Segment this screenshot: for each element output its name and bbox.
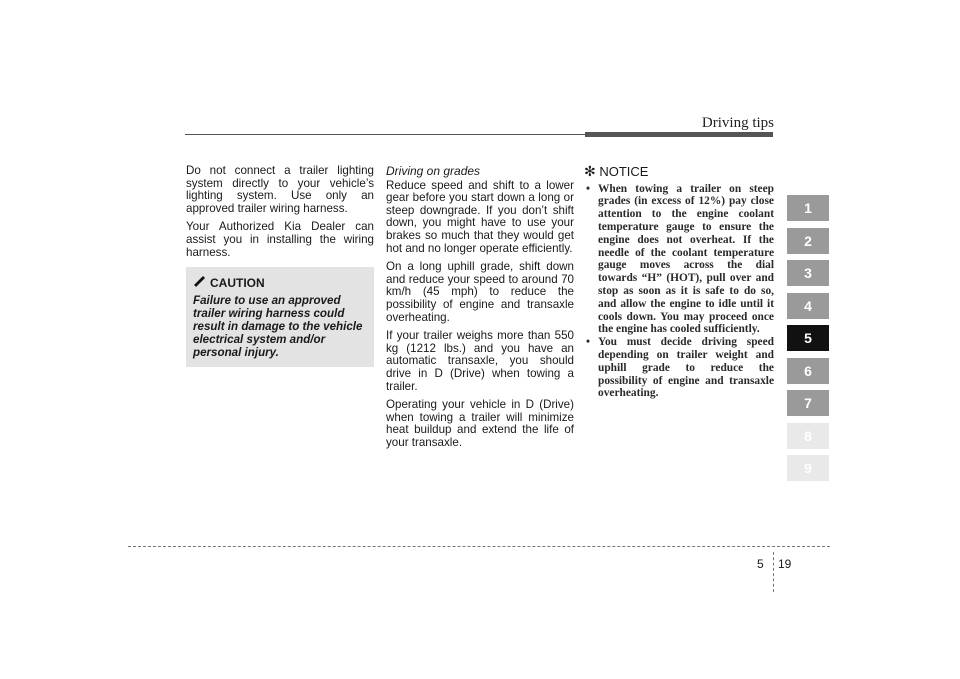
bullet-icon: • <box>586 182 590 195</box>
caution-box <box>186 267 374 367</box>
chapter-tab-1[interactable]: 1 <box>787 195 829 221</box>
chapter-tab-8[interactable]: 8 <box>787 423 829 449</box>
bullet-icon: • <box>586 336 590 349</box>
paragraph: Do not connect a trailer lighting system directly to your vehicle’s lighting system. Use only an approved trailer wiring harness. <box>186 164 374 215</box>
list-item: • When towing a trailer on steep grades (in excess of 12%) pay close attention to the engine coolant temperature gauge to ensure the engine does not overheat. If the needle of the coolant temperature gauge moves across the dial towards “H” (HOT), pull over and stop as soon as it is safe to do so, and allow the engine to idle until it cools down. You may proceed once the engine has cooled sufficiently. <box>586 182 774 336</box>
notice-list <box>584 183 774 401</box>
page-header-title: Driving tips <box>701 115 774 131</box>
footer-chapter-number: 5 <box>757 557 764 571</box>
footer-page-number: 19 <box>778 557 792 571</box>
asterisk-icon: ✻ <box>584 163 596 179</box>
column-1 <box>186 165 374 367</box>
notice-heading <box>584 165 774 179</box>
chapter-tab-3[interactable]: 3 <box>787 260 829 286</box>
section-heading: Driving on grades <box>386 164 481 178</box>
column-3 <box>584 165 774 400</box>
paragraph: If your trailer weighs more than 550 kg (1212 lbs.) and you have an automatic transaxle, you should drive in D (Drive) when towing a trailer. <box>386 329 574 393</box>
chapter-tab-7[interactable]: 7 <box>787 390 829 416</box>
header-rule-accent <box>585 132 773 137</box>
list-item: • You must decide driving speed depending on trailer weight and uphill grade to reduce the possibility of engine and transaxle overheating. <box>586 336 774 400</box>
paragraph: On a long uphill grade, shift down and reduce your speed to around 70 km/h (45 mph) to reduce the possibility of engine and transaxle overheating. <box>386 260 574 324</box>
paragraph: Operating your vehicle in D (Drive) when towing a trailer will minimize heat buildup and extend the life of your transaxle. <box>386 398 574 449</box>
chapter-tab-4[interactable]: 4 <box>787 293 829 319</box>
column-2 <box>386 165 574 455</box>
chapter-tab-5[interactable]: 5 <box>787 325 829 351</box>
footer-divider <box>773 552 774 592</box>
pencil-icon <box>193 275 206 291</box>
chapter-tab-2[interactable]: 2 <box>787 228 829 254</box>
paragraph: Your Authorized Kia Dealer can assist you in installing the wiring harness. <box>186 220 374 259</box>
caution-text: Failure to use an approved trailer wiring harness could result in damage to the vehicle electrical system and/or personal injury. <box>193 293 363 359</box>
caution-heading <box>193 275 368 291</box>
notice-title: NOTICE <box>599 164 649 179</box>
paragraph: Reduce speed and shift to a lower gear before you start down a long or steep downgrade. If you don’t shift down, you might have to use your brakes so much that they would get hot and no longer operate efficiently. <box>386 178 574 255</box>
caution-title: CAUTION <box>210 275 265 290</box>
chapter-tab-6[interactable]: 6 <box>787 358 829 384</box>
footer-rule <box>128 546 830 547</box>
chapter-tabs <box>787 195 829 488</box>
chapter-tab-9[interactable]: 9 <box>787 455 829 481</box>
